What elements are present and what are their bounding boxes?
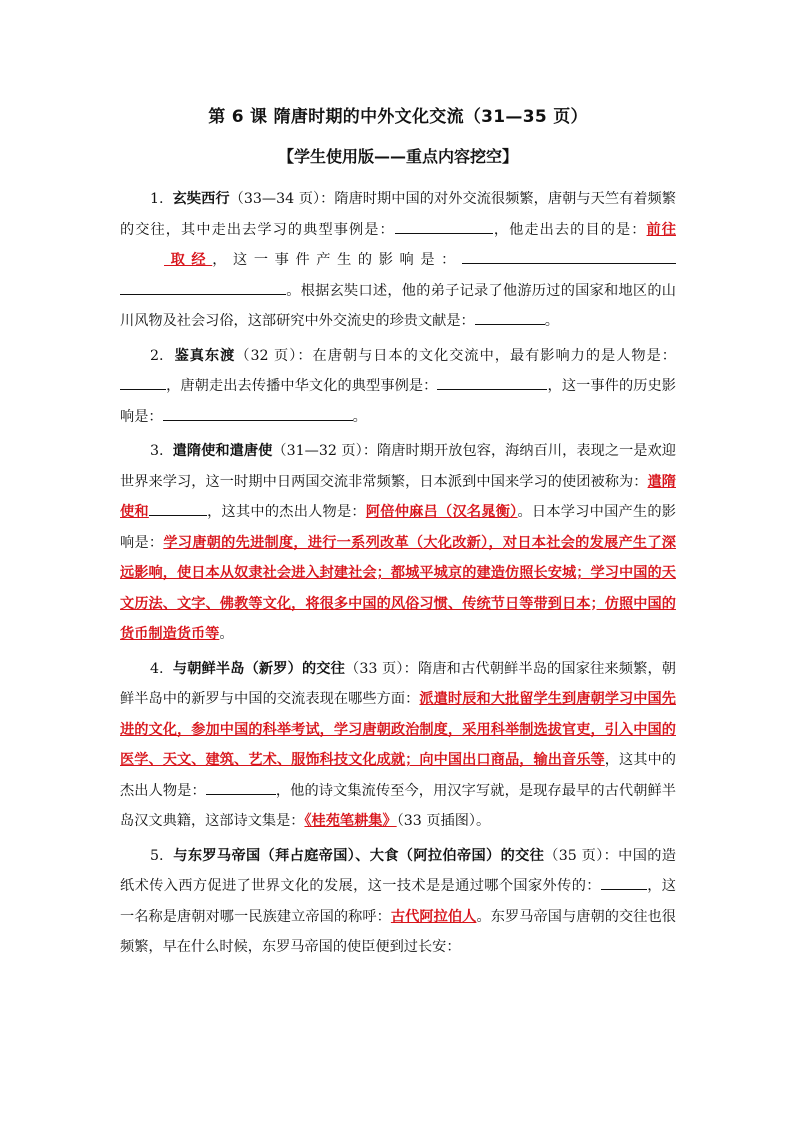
section-3 (120, 436, 676, 650)
answer-text: 前往 (646, 221, 676, 238)
answer-text: 《桂苑笔耕集》 (304, 813, 397, 829)
section-1-text: ，这一事件产生的影响是： (212, 252, 462, 268)
answer-text: 学习唐朝的先进制度，进行一系列改革（大化改新），对日本社会的发展产生了深远影响，使日本从奴隶社会进入封建社会；都城平城京的建造仿照长安城；学习中国的天文历法、文字、佛教等文化，将很多中国的风俗习惯、传统节日等带到日本；仿照中国的货币制造货币等 (120, 534, 676, 642)
section-4-pages: （33 页） (344, 660, 404, 677)
section-1-number: 1. (150, 191, 164, 207)
section-5-text: ：中国的造纸术传入西方促进了世界文化的发展，这一技术是是通过哪个国家外传的： (120, 847, 676, 894)
section-4-text: ，他的诗文集流传至今，用汉字写就，是现存最早的古代朝鲜半岛汉文典籍，这部诗文集是： (120, 782, 676, 829)
section-3-text: 。 (219, 626, 234, 642)
version-subtitle: 【学生使用版——重点内容挖空】 (277, 147, 518, 166)
section-1-text: ，他走出去的目的是： (492, 221, 647, 238)
blank-field[interactable] (601, 875, 647, 890)
section-2-pages: （32 页） (235, 347, 298, 364)
section-1-text: 。 (544, 313, 559, 329)
document-page (120, 98, 676, 967)
section-1-heading: 玄奘西行 (172, 191, 230, 207)
section-2-number: 2. (150, 347, 164, 364)
section-2-text: 。 (352, 408, 367, 425)
section-5-pages: （35 页） (544, 847, 604, 864)
section-5-text: 。东罗马帝国与唐朝的交往也很频繁，早在什么时候，东罗马帝国的使臣便到过长安： (120, 908, 676, 955)
blank-field[interactable] (475, 310, 545, 325)
section-5-text: ，这一名称是唐朝对哪一民族建立帝国的称呼： (120, 878, 676, 925)
section-5-number: 5. (150, 847, 164, 864)
blank-field[interactable] (163, 406, 353, 421)
blank-field[interactable] (149, 501, 207, 516)
answer-text: 取经 (164, 252, 213, 268)
blank-field[interactable] (120, 280, 286, 295)
blank-field[interactable] (395, 219, 493, 234)
section-1-pages: （33—34 页） (229, 191, 321, 207)
section-1 (120, 184, 676, 337)
section-4-heading: 与朝鲜半岛（新罗）的交往 (172, 660, 345, 677)
answer-text: 阿倍仲麻吕（汉名晁衡） (365, 504, 518, 520)
section-1-text: 。根据玄奘口述，他的弟子记录了他游历过的国家和地区的山川风物及社会习俗，这部研究中外交流史的珍贵文献是： (120, 282, 676, 329)
section-3-text: ：隋唐时期开放包容，海纳百川，表现之一是欢迎世界来学习，这一时期中日两国交流非常频繁，日本派到中国来学习的使团被称为： (120, 443, 676, 490)
section-2 (120, 341, 676, 433)
section-3-pages: （31—32 页） (272, 443, 363, 459)
blank-field[interactable] (206, 780, 276, 795)
section-1-text: ：隋唐时期中国的对外交流很频繁，唐朝与天竺有着频繁的交往，其中走出去学习的典型事例是： (120, 191, 676, 238)
blank-field[interactable] (120, 375, 166, 390)
answer-text: 古代阿拉伯人 (390, 908, 477, 925)
section-5 (120, 841, 676, 963)
blank-field[interactable] (462, 249, 676, 264)
lesson-title: 第 6 课 隋唐时期的中外文化交流（31—35 页） (208, 107, 588, 127)
section-4 (120, 654, 676, 837)
answer-text: 遣隋使和 (120, 473, 676, 520)
section-2-heading: 鉴真东渡 (174, 347, 236, 364)
section-2-text: ：在唐朝与日本的文化交流中，最有影响力的是人物是： (297, 347, 676, 364)
section-4-number: 4. (150, 660, 164, 677)
section-3-text: ，这其中的杰出人物是： (206, 504, 366, 520)
answer-text: 派遣时辰和大批留学生到唐朝学习中国先进的文化，参加中国的科举考试，学习唐朝政治制度，采用科举制选拔官吏，引入中国的医学、天文、建筑、艺术、服饰科技文化成就；向中国出口商品，输出音乐等 (120, 691, 676, 768)
section-2-text: ，唐朝走出去传播中华文化的典型事例是： (166, 378, 438, 394)
section-4-text: （33 页插图）。 (396, 813, 491, 829)
section-5-heading: 与东罗马帝国（拜占庭帝国）、大食（阿拉伯帝国）的交往 (173, 847, 545, 864)
blank-field[interactable] (437, 375, 547, 390)
section-3-number: 3. (150, 443, 164, 459)
section-4-text: ，这其中的杰出人物是： (120, 752, 676, 799)
section-4-text: ：隋唐和古代朝鲜半岛的国家往来频繁，朝鲜半岛中的新罗与中国的交流表现在哪些方面： (120, 660, 676, 707)
section-3-text: 。日本学习中国产生的影响是： (120, 504, 676, 551)
section-2-text: ，这一事件的历史影响是： (120, 378, 676, 425)
section-3-heading: 遣隋使和遣唐使 (172, 443, 273, 459)
